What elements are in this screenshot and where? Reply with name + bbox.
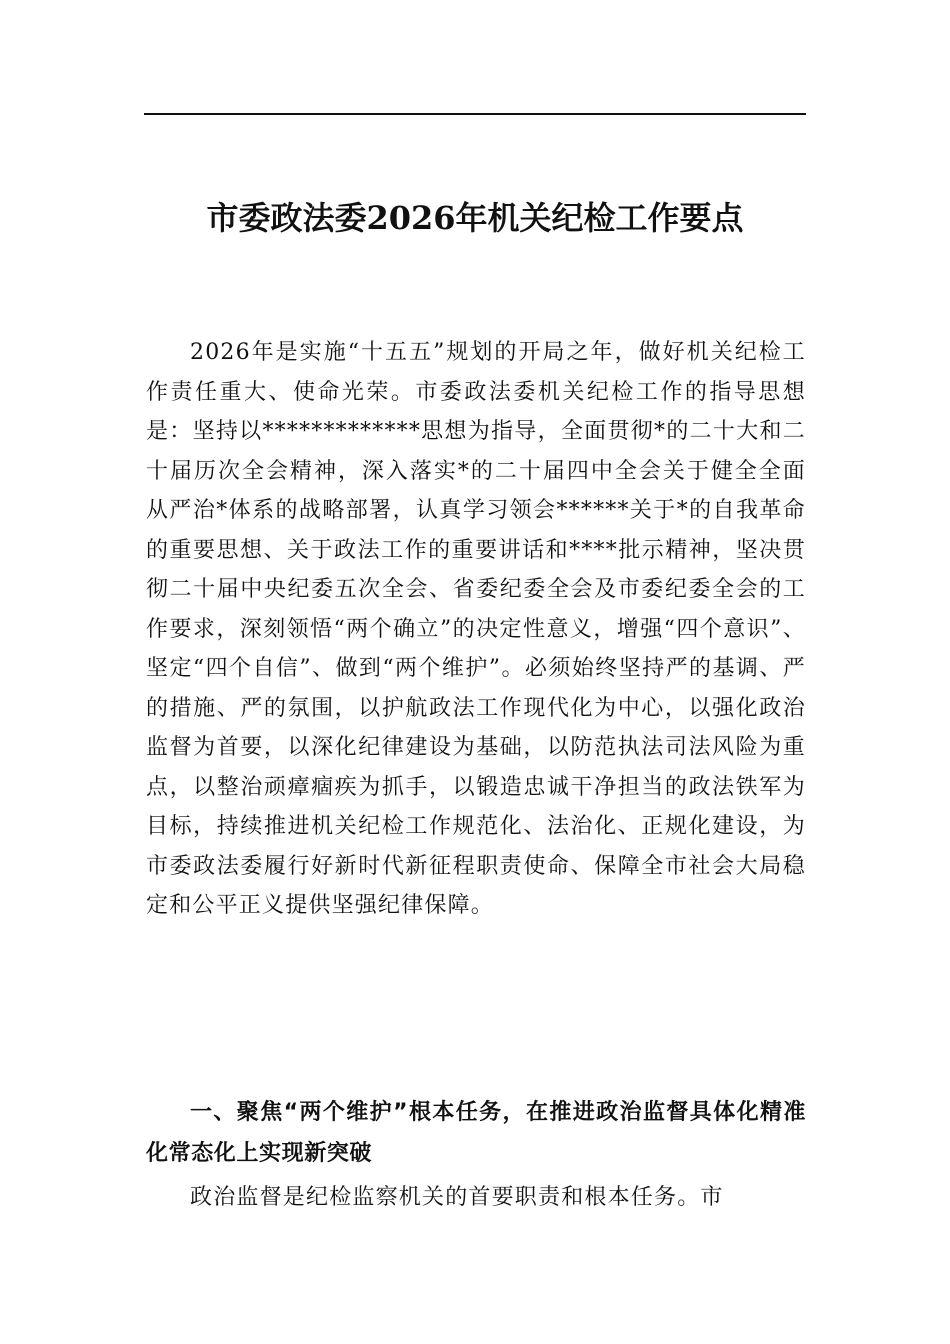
section-1-heading: 一、聚焦“两个维护”根本任务，在推进政治监督具体化精准化常态化上实现新突破 bbox=[146, 1100, 806, 1166]
intro-paragraph: 2026年是实施“十五五”规划的开局之年，做好机关纪检工作责任重大、使命光荣。市委政法委机关纪检工作的指导思想是：坚持以*************思想为指导，全面贯彻*的二十大和二十届历次全会精神，深入落实*的二十届四中全会关于健全全面从严治*体系的战略部署，认真学习领会******关于*的自我革命的重要思想、关于政法工作的重要讲话和****批示精神，坚决贯彻二十届中央纪委五次全会、省委纪委全会及市委纪委全会的工作要求，深刻领悟“两个确立”的决定性意义，增强“四个意识”、坚定“四个自信”、做到“两个维护”。必须始终坚持严的基调、严的措施、严的氛围，以护航政法工作现代化为中心，以强化政治监督为首要，以深化纪律建设为基础，以防范执法司法风险为重点，以整治顽瘴痼疾为抓手，以锻造忠诚干净担当的政法铁军为目标，持续推进机关纪检工作规范化、法治化、正规化建设，为市委政法委履行好新时代新征程职责使命、保障全市社会大局稳定和公平正义提供坚强纪律保障。 bbox=[146, 340, 806, 918]
document-title: 市委政法委2026年机关纪检工作要点 bbox=[206, 199, 744, 237]
header-rule bbox=[144, 113, 806, 115]
section-1-paragraph: 政治监督是纪检监察机关的首要职责和根本任务。市 bbox=[190, 1185, 724, 1210]
